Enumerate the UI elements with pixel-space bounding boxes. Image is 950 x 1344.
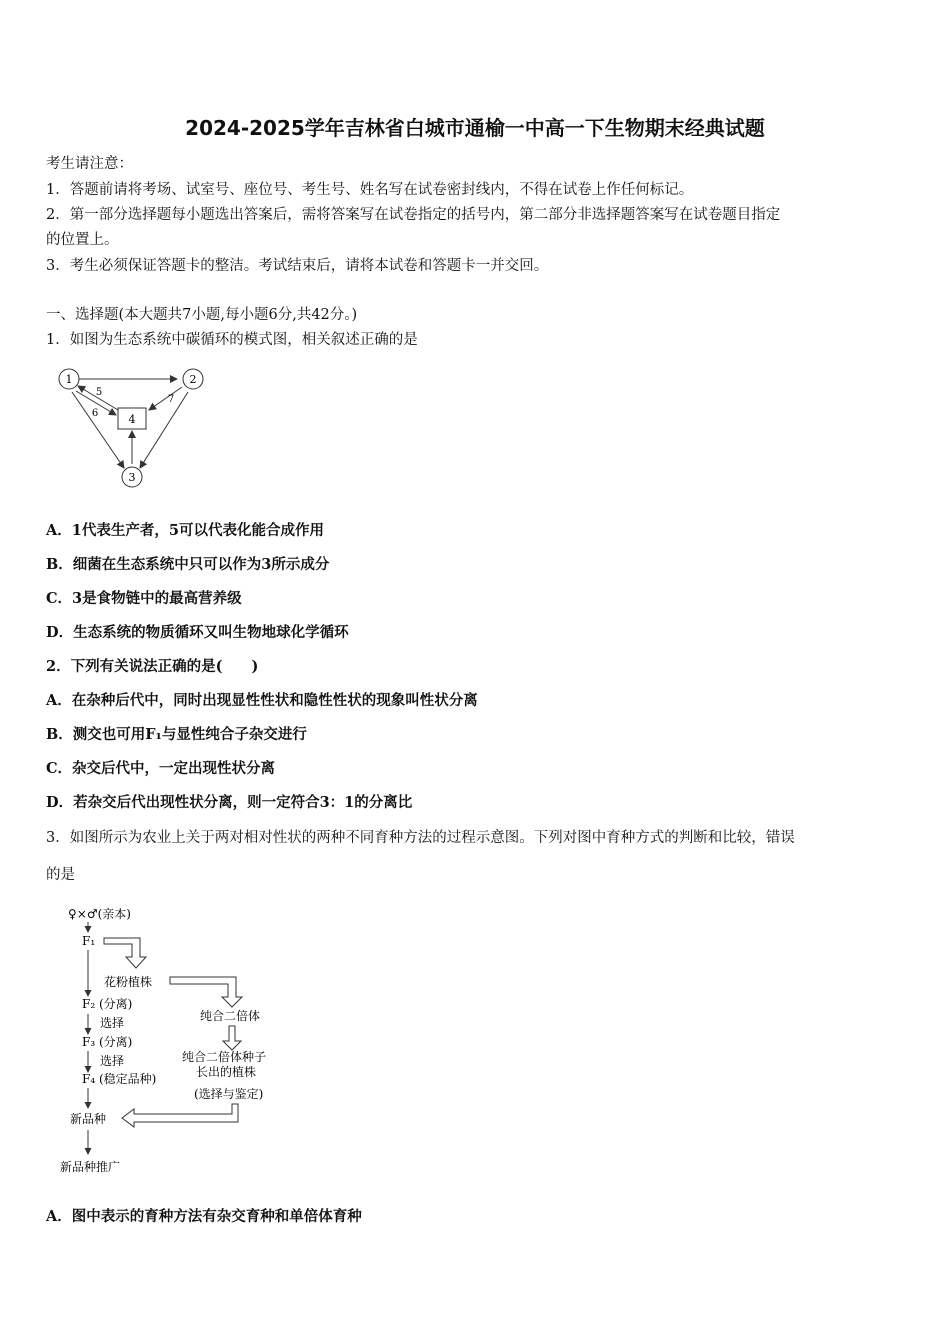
q3-option-a[interactable] [46, 1205, 362, 1226]
notice-heading: 考生请注意： [46, 156, 133, 172]
diagram-label: 7 [167, 394, 175, 405]
notice-item: 1．答题前请将考场、试室号、座位号、考生号、姓名写在试卷密封线内，不得在试卷上作任何标记。 [46, 182, 694, 198]
diagram-label: 3 [128, 471, 136, 484]
diagram-label: 2 [189, 373, 197, 386]
diagram-label: 5 [95, 387, 103, 398]
question-3-stem: 3．如图所示为农业上关于两对相对性状的两种不同育种方法的过程示意图。下列对图中育种方式的判断和比较，错误 [46, 830, 795, 846]
option-text: 杂交后代中，一定出现性状分离 [72, 760, 276, 777]
option-letter: A． [46, 692, 72, 709]
option-letter: A． [46, 1208, 72, 1225]
notice-item: 的位置上。 [46, 232, 119, 248]
diagram-label: 4 [128, 413, 136, 426]
section-heading: 一、选择题(本大题共7小题,每小题6分,共42分。) [46, 307, 358, 323]
option-text: 生态系统的物质循环又叫生物地球化学循环 [73, 624, 349, 641]
q1-option-b[interactable] [46, 553, 329, 574]
diagram-parents: ♀×♂(亲本) [68, 907, 131, 921]
diagram-seed-line2: 长出的植株 [196, 1065, 257, 1079]
q1-option-c[interactable] [46, 587, 242, 608]
q2-option-b[interactable] [46, 723, 307, 744]
q2-option-d[interactable] [46, 791, 412, 812]
option-letter: C． [46, 760, 73, 777]
diagram-f2: F₂ (分离) [82, 997, 133, 1011]
option-letter: D． [46, 624, 74, 641]
diagram-select2: 选择 [100, 1054, 125, 1068]
diagram-seed-line3: (选择与鉴定) [194, 1087, 264, 1101]
diagram-pollen: 花粉植株 [104, 975, 153, 989]
option-text: 在杂种后代中，同时出现显性性状和隐性性状的现象叫性状分离 [71, 692, 478, 709]
diagram-f4: F₄ (稳定品种) [82, 1072, 157, 1086]
diagram-select1: 选择 [100, 1016, 125, 1030]
diagram-label: 1 [65, 373, 73, 386]
diagram-pure-diploid: 纯合二倍体 [200, 1009, 261, 1023]
diagram-promotion: 新品种推广 [60, 1160, 121, 1174]
question-3-stem-cont: 的是 [46, 867, 75, 883]
notice-item: 2．第一部分选择题每小题选出答案后，需将答案写在试卷指定的括号内，第二部分非选择题答案写在试卷题目指定 [46, 207, 781, 223]
option-letter: C． [46, 590, 73, 607]
q1-option-d[interactable] [46, 621, 349, 642]
diagram-f1: F₁ [82, 934, 96, 948]
option-text: 图中表示的育种方法有杂交育种和单倍体育种 [71, 1208, 362, 1225]
diagram-label: 6 [91, 408, 99, 419]
option-letter: A． [46, 522, 72, 539]
q2-option-c[interactable] [46, 757, 275, 778]
diagram-seed-line1: 纯合二倍体种子 [182, 1050, 267, 1064]
option-letter: D． [46, 794, 74, 811]
option-text: 若杂交后代出现性状分离，则一定符合3：1的分离比 [73, 794, 413, 811]
question-2-stem: 2．下列有关说法正确的是( ) [46, 658, 259, 675]
q1-option-a[interactable] [46, 519, 324, 540]
option-letter: B． [46, 556, 73, 573]
option-text: 细菌在生态系统中只可以作为3所示成分 [72, 556, 330, 573]
breeding-diagram [46, 894, 296, 1184]
option-letter: B． [46, 726, 73, 743]
q2-option-a[interactable] [46, 689, 478, 710]
diagram-new-variety: 新品种 [70, 1112, 107, 1126]
notice-item: 3．考生必须保证答题卡的整洁。考试结束后，请将本试卷和答题卡一并交回。 [46, 258, 549, 274]
question-1-stem: 1．如图为生态系统中碳循环的模式图，相关叙述正确的是 [46, 332, 418, 348]
carbon-cycle-diagram [46, 358, 216, 498]
option-text: 1代表生产者，5可以代表化能合成作用 [71, 522, 324, 539]
option-text: 3是食物链中的最高营养级 [72, 590, 242, 607]
page-title: 2024-2025学年吉林省白城市通榆一中高一下生物期末经典试题 [185, 116, 765, 140]
diagram-f3: F₃ (分离) [82, 1035, 133, 1049]
option-text: 测交也可用F₁与显性纯合子杂交进行 [72, 726, 307, 743]
